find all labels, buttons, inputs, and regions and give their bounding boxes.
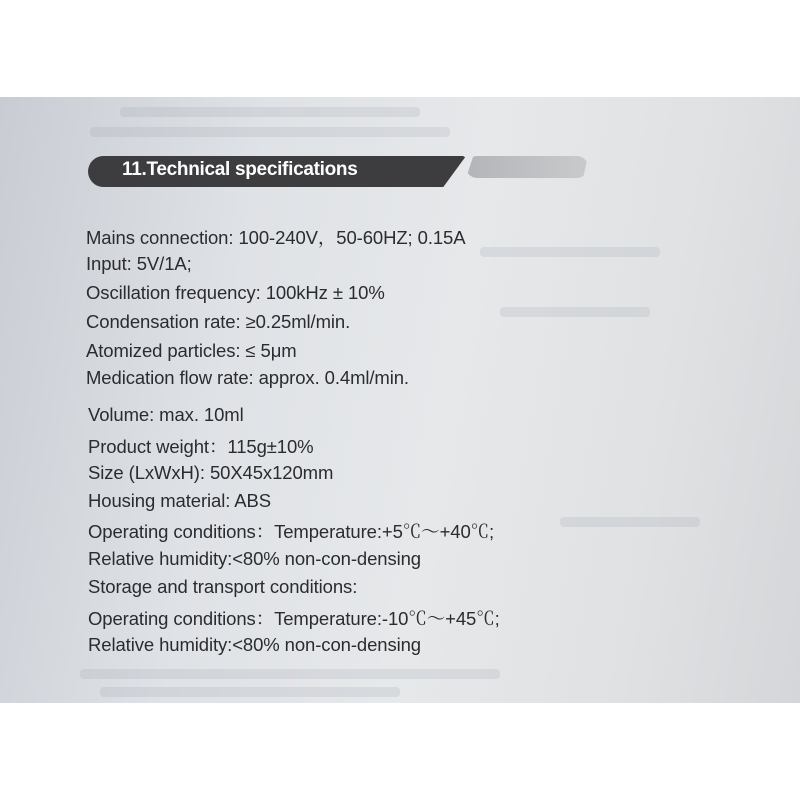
spec-line-volume: Volume: max. 10ml bbox=[88, 404, 244, 425]
spec-line-storage-operating-conditions: Operating conditions：Temperature:-10℃～+45℃; bbox=[88, 608, 500, 629]
spec-line-medication-flow-rate: Medication flow rate: approx. 0.4ml/min. bbox=[86, 367, 409, 388]
spec-line-condensation-rate: Condensation rate: ≥0.25ml/min. bbox=[86, 311, 351, 332]
spec-line-oscillation-frequency: Oscillation frequency: 100kHz ± 10% bbox=[86, 282, 385, 303]
spec-line-size: Size (LxWxH): 50X45x120mm bbox=[88, 462, 334, 483]
bleed-through-mark bbox=[560, 517, 700, 527]
spec-line-relative-humidity: Relative humidity:<80% non-con-densing bbox=[88, 548, 421, 569]
spec-line-storage-transport: Storage and transport conditions: bbox=[88, 576, 358, 597]
spec-line-operating-conditions: Operating conditions：Temperature:+5℃～+40℃; bbox=[88, 521, 495, 542]
bleed-through-mark bbox=[90, 127, 450, 137]
bleed-through-mark bbox=[120, 107, 420, 117]
manual-page-photo bbox=[0, 97, 800, 703]
bleed-through-mark bbox=[480, 247, 660, 257]
bleed-through-mark bbox=[500, 307, 650, 317]
spec-line-housing-material: Housing material: ABS bbox=[88, 490, 271, 511]
spec-line-product-weight: Product weight：115g±10% bbox=[88, 436, 314, 457]
spec-line-storage-relative-humidity: Relative humidity:<80% non-con-densing bbox=[88, 634, 421, 655]
spec-line-input: Input: 5V/1A; bbox=[86, 253, 192, 274]
spec-line-mains-connection: Mains connection: 100-240V，50-60HZ; 0.15A bbox=[86, 227, 466, 248]
spec-line-atomized-particles: Atomized particles: ≤ 5μm bbox=[86, 340, 297, 361]
section-title: 11.Technical specifications bbox=[122, 159, 358, 180]
bleed-through-mark bbox=[80, 669, 500, 679]
section-header-tab bbox=[466, 156, 588, 178]
bleed-through-mark bbox=[100, 687, 400, 697]
